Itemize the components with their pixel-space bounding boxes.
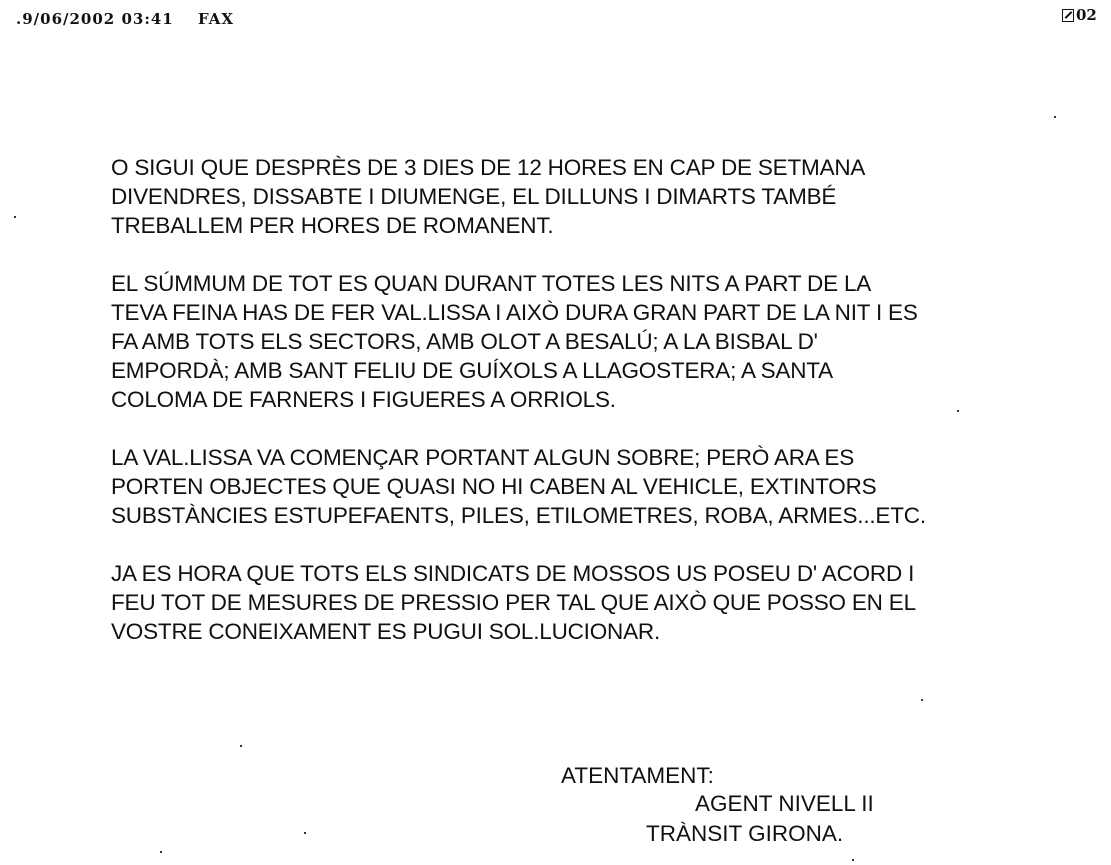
- text-line: VOSTRE CONEIXAMENT ES PUGUI SOL.LUCIONAR.: [111, 619, 660, 644]
- paragraph-1: [111, 153, 1071, 240]
- text-line: JA ES HORA QUE TOTS ELS SINDICATS DE MOSSOS US POSEU D' ACORD I: [111, 561, 915, 586]
- text-line: FA AMB TOTS ELS SECTORS, AMB OLOT A BESALÚ; A LA BISBAL D': [111, 329, 818, 354]
- scan-speck: [1054, 116, 1056, 118]
- letter-body: [111, 153, 1071, 675]
- text-line: EL SÚMMUM DE TOT ES QUAN DURANT TOTES LES NITS A PART DE LA: [111, 271, 872, 296]
- text-line: COLOMA DE FARNERS I FIGUERES A ORRIOLS.: [111, 387, 616, 412]
- fax-label: FAX: [197, 10, 235, 28]
- scan-speck: [160, 851, 162, 853]
- signature-name: AGENT NIVELL II: [695, 791, 874, 816]
- scan-speck: [240, 745, 242, 747]
- text-line: EMPORDÀ; AMB SANT FELIU DE GUÍXOLS A LLAGOSTERA; A SANTA: [111, 358, 833, 383]
- paragraph-4: [111, 559, 1071, 646]
- fax-datetime: .9/06/2002 03:41: [16, 10, 174, 28]
- text-line: PORTEN OBJECTES QUE QUASI NO HI CABEN AL VEHICLE, EXTINTORS: [111, 474, 877, 499]
- paragraph-3: [111, 443, 1071, 530]
- text-line: O SIGUI QUE DESPRÈS DE 3 DIES DE 12 HORES EN CAP DE SETMANA: [111, 155, 866, 180]
- scan-speck: [921, 699, 923, 701]
- scan-speck: [304, 832, 306, 834]
- page-number: 02: [1076, 6, 1097, 24]
- scan-speck: [957, 410, 959, 412]
- fax-header: [16, 10, 234, 28]
- text-line: DIVENDRES, DISSABTE I DIUMENGE, EL DILLUNS I DIMARTS TAMBÉ: [111, 184, 837, 209]
- scan-speck: [14, 216, 16, 218]
- text-line: TEVA FEINA HAS DE FER VAL.LISSA I AIXÒ DURA GRAN PART DE LA NIT I ES: [111, 300, 918, 325]
- text-line: FEU TOT DE MESURES DE PRESSIO PER TAL QUE AIXÒ QUE POSSO EN EL: [111, 590, 916, 615]
- paragraph-2: [111, 269, 1071, 414]
- signature-closing: ATENTAMENT:: [561, 763, 714, 788]
- page-marker: [1062, 6, 1097, 24]
- checkbox-icon: [1062, 9, 1074, 22]
- signature-unit: TRÀNSIT GIRONA.: [646, 821, 844, 846]
- text-line: TREBALLEM PER HORES DE ROMANENT.: [111, 213, 554, 238]
- scan-speck: [852, 859, 854, 861]
- text-line: SUBSTÀNCIES ESTUPEFAENTS, PILES, ETILOMETRES, ROBA, ARMES...ETC.: [111, 503, 926, 528]
- text-line: LA VAL.LISSA VA COMENÇAR PORTANT ALGUN SOBRE; PERÒ ARA ES: [111, 445, 855, 470]
